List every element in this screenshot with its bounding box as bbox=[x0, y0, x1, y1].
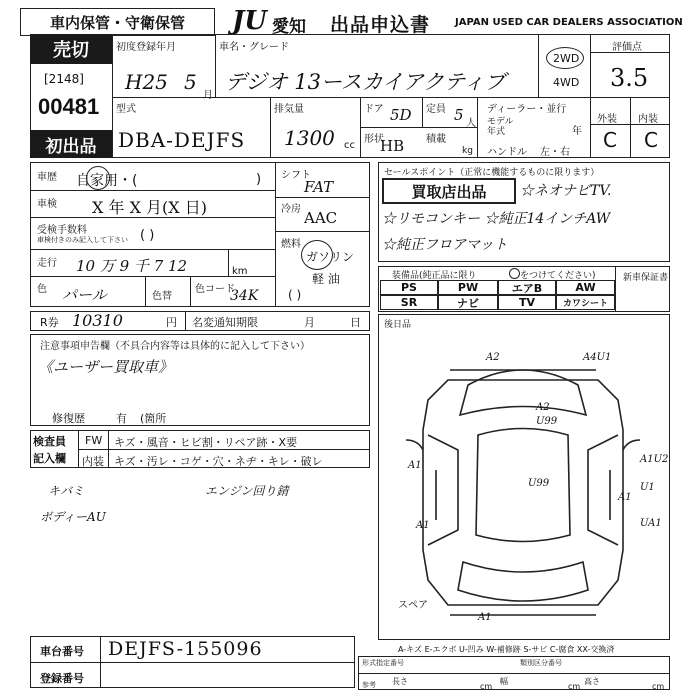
load-unit: kg bbox=[462, 146, 473, 156]
mileage-unit-divider bbox=[228, 249, 229, 276]
chassis-value: DEJFS-155096 bbox=[108, 638, 263, 660]
repair-label: 修復歴 bbox=[52, 412, 85, 425]
displacement-value: 1300 bbox=[284, 126, 335, 150]
car-outline-right-door bbox=[588, 435, 618, 545]
month-unit: 月 bbox=[304, 316, 315, 329]
color-value: パール bbox=[62, 286, 107, 304]
load-label: 積載 bbox=[426, 134, 446, 145]
inspection-label: 車検 bbox=[37, 199, 57, 210]
shift-divider bbox=[275, 162, 276, 307]
first-reg-month: 5 bbox=[184, 70, 197, 94]
diagram-label-group bbox=[407, 352, 668, 623]
inspection-note-right: エンジン回り錆 bbox=[205, 484, 289, 498]
exterior-value: C bbox=[603, 128, 617, 152]
car-outline-right-mirror bbox=[623, 440, 640, 450]
inspection-note-left2: ボディーAU bbox=[40, 510, 106, 524]
diagram-legend: A-キズ E-エクボ U-凹み W-補修跡 S-サビ C-腐食 XX-交換済 bbox=[398, 645, 615, 654]
selling-points-label: セールスポイント（正常に機能するものに限ります） bbox=[384, 168, 600, 178]
row1-bottom bbox=[112, 97, 670, 98]
recycle-unit: 円 bbox=[166, 316, 177, 329]
displacement-unit: cc bbox=[344, 140, 355, 151]
diagram-label: A4U1 bbox=[583, 352, 612, 363]
sold-label: 売切 bbox=[53, 40, 89, 61]
usage-label: 車歴 bbox=[37, 172, 57, 183]
ac-label: 冷房 bbox=[281, 204, 301, 215]
recycle-label: R券 bbox=[40, 316, 59, 329]
capacity-unit: 人 bbox=[466, 118, 476, 129]
diagram-label: U1 bbox=[640, 482, 655, 493]
ac-value: AAC bbox=[304, 209, 338, 227]
score-label: 評価点 bbox=[612, 42, 642, 53]
equipment-label: 装備品(純正品に限り bbox=[392, 271, 477, 281]
entry-label: 記入欄 bbox=[33, 452, 66, 465]
vehicle-line2 bbox=[30, 217, 275, 218]
door-label: ドア bbox=[364, 104, 384, 115]
handle-label: ハンドル bbox=[487, 147, 527, 158]
form-spec-cm1: cm bbox=[480, 682, 493, 691]
capacity-value: 5 bbox=[454, 106, 464, 124]
interior-insp-items: キズ・汚レ・コゲ・穴・ネヂ・キレ・破レ bbox=[114, 455, 323, 468]
first-listing-label: 初出品 bbox=[45, 136, 97, 157]
exterior-label: 外装 bbox=[597, 114, 617, 125]
back-panel-label: 後日品 bbox=[384, 320, 412, 330]
usage-circle bbox=[86, 166, 110, 190]
shift-line2 bbox=[275, 231, 370, 232]
recycle-divider bbox=[185, 311, 186, 331]
interior-label: 内装 bbox=[638, 114, 658, 125]
form-spec-length: 長さ bbox=[392, 677, 408, 686]
usage-close: ) bbox=[256, 172, 262, 187]
form-spec-ref: 参考 bbox=[362, 681, 376, 689]
reg-divider bbox=[215, 34, 216, 97]
model-year-label: モデル bbox=[487, 117, 514, 127]
warranty-label: 新車保証書 bbox=[623, 273, 669, 283]
selling-line1: ☆ネオナビTV. bbox=[520, 183, 612, 199]
first-reg-value: H25 bbox=[125, 70, 168, 94]
shape-label: 形状 bbox=[364, 134, 384, 145]
fuel-gas: ガソリン bbox=[306, 250, 355, 264]
spare-label: スペア bbox=[398, 600, 428, 611]
equipment-item: エアB bbox=[498, 280, 556, 295]
brand-city: 愛知 bbox=[272, 17, 306, 37]
first-listing-cell bbox=[30, 130, 112, 158]
selling-highlight-box bbox=[382, 178, 516, 204]
brand-logo-text: JU bbox=[232, 6, 267, 36]
recycle-value: 10310 bbox=[72, 311, 123, 330]
color-divider bbox=[145, 276, 146, 307]
color-swap-label: 色替 bbox=[152, 291, 172, 302]
drive-4wd: 4WD bbox=[553, 76, 580, 89]
door-divider bbox=[422, 97, 423, 127]
chassis-mid-line bbox=[30, 662, 355, 663]
equipment-item: PW bbox=[438, 280, 498, 295]
mileage-value: 10 万 9 千 7 12 bbox=[76, 257, 188, 275]
car-outline-rear bbox=[458, 562, 588, 601]
brand-logo bbox=[232, 6, 267, 36]
equipment-item: カワシート bbox=[556, 295, 615, 310]
drive-divider bbox=[538, 34, 539, 97]
usage-value: 自家用・( bbox=[76, 173, 138, 189]
interior-value: C bbox=[644, 128, 658, 152]
fuel-diesel: 軽 油 bbox=[312, 272, 340, 286]
car-outline-roof bbox=[476, 429, 570, 542]
drive-2wd-circle bbox=[546, 47, 584, 69]
first-reg-month-unit: 月 bbox=[203, 90, 213, 101]
door-value: 5D bbox=[390, 106, 412, 124]
dealer-label: ディーラー・並行 bbox=[487, 104, 567, 115]
diagram-label: U99 bbox=[536, 416, 558, 427]
door-row-bottom bbox=[360, 127, 477, 128]
shift-value: FAT bbox=[304, 178, 334, 196]
fuel-gas-circle bbox=[301, 240, 333, 270]
plate-label: 登録番号 bbox=[40, 672, 84, 685]
interior-insp-label: 内装 bbox=[82, 455, 104, 468]
score-sub-divider bbox=[630, 97, 631, 158]
fuel-label: 燃料 bbox=[281, 239, 301, 250]
handle-value: 左・右 bbox=[540, 147, 570, 158]
selling-highlight: 買取店出品 bbox=[411, 182, 487, 201]
mileage-unit: km bbox=[232, 266, 248, 277]
selling-line2: ☆リモコンキー ☆純正14インチAW bbox=[382, 211, 611, 227]
score-label-line bbox=[590, 52, 670, 53]
vehicle-line4 bbox=[30, 276, 275, 277]
shift-line1 bbox=[275, 197, 370, 198]
day-unit: 日 bbox=[350, 316, 361, 329]
warranty-divider bbox=[615, 266, 616, 312]
carname-label: 車名・グレード bbox=[219, 42, 289, 53]
notes-value: 《ユーザー買取車》 bbox=[38, 358, 174, 376]
model-divider bbox=[270, 97, 271, 158]
diagram-label: A1 bbox=[618, 492, 632, 503]
equipment-item: ナビ bbox=[438, 295, 498, 310]
form-spec-width: 幅 bbox=[500, 677, 508, 686]
lot-code: [2148] bbox=[44, 72, 84, 86]
car-outline-left-door bbox=[428, 435, 458, 545]
color-label: 色 bbox=[37, 284, 47, 295]
inspect-note-label: 受検手数料 bbox=[37, 225, 87, 236]
form-spec-mid bbox=[358, 673, 670, 674]
mileage-label: 走行 bbox=[37, 258, 57, 269]
left-panel-divider bbox=[112, 34, 113, 158]
fw-label: FW bbox=[85, 434, 103, 447]
repair-location: (箇所 bbox=[140, 412, 167, 425]
model-year-label2: 年式 bbox=[487, 127, 506, 137]
form-spec-cm2: cm bbox=[568, 682, 581, 691]
model-value: DBA-DEJFS bbox=[118, 128, 246, 152]
model-label: 型式 bbox=[116, 104, 136, 115]
fw-items: キズ・風音・ヒビ割・リペア跡・X要 bbox=[114, 436, 298, 449]
equipment-item: SR bbox=[380, 295, 438, 310]
equipment-circle-mark bbox=[509, 268, 520, 279]
form-spec-label2: 類別区分番号 bbox=[520, 659, 562, 667]
equipment-item: PS bbox=[380, 280, 438, 295]
car-outline-left-mirror bbox=[406, 440, 423, 450]
load-divider bbox=[477, 97, 478, 158]
form-title: 出品申込書 bbox=[330, 14, 431, 36]
capacity-label: 定員 bbox=[426, 104, 446, 115]
shape-value: HB bbox=[380, 137, 405, 155]
repair-value: 有 bbox=[116, 412, 127, 425]
inspection-note-left1: キバミ bbox=[48, 484, 85, 498]
drive-2wd: 2WD bbox=[553, 52, 580, 65]
color-code-label: 色コード bbox=[195, 284, 235, 295]
color-swap-divider bbox=[190, 276, 191, 307]
diagram-label: A1U2 bbox=[640, 454, 669, 465]
color-code-value: 34K bbox=[230, 288, 259, 304]
diagram-label: UA1 bbox=[640, 518, 662, 529]
storage-label-box bbox=[20, 8, 215, 36]
vehicle-line3 bbox=[30, 249, 275, 250]
equipment-item: TV bbox=[498, 295, 556, 310]
inspect-note-sub: 車検付きのみ記入して下さい bbox=[37, 236, 128, 244]
equipment-item: AW bbox=[556, 280, 615, 295]
score-value: 3.5 bbox=[610, 64, 649, 92]
chassis-label: 車台番号 bbox=[40, 645, 84, 658]
inspect-note-paren: ( ) bbox=[140, 228, 155, 243]
model-year-unit: 年 bbox=[572, 126, 582, 137]
diagram-label: A1 bbox=[416, 520, 430, 531]
diagram-label: U99 bbox=[528, 478, 550, 489]
carname-value: デジオ 13ースカイアクティブ bbox=[225, 70, 506, 94]
equipment-label2: をつけてください) bbox=[520, 271, 596, 281]
selling-line3: ☆純正フロアマット bbox=[382, 237, 508, 253]
fuel-paren: ( ) bbox=[288, 288, 302, 302]
diagram-label: A2 bbox=[536, 402, 550, 413]
inspection-value: X 年 X 月(X 日) bbox=[92, 198, 208, 217]
name-change-label: 名変通知期限 bbox=[192, 316, 258, 329]
diagram-label: A1 bbox=[478, 612, 492, 623]
diagram-label: A1 bbox=[408, 460, 422, 471]
inspection-divider2 bbox=[108, 430, 109, 468]
notes-label: 注意事項申告欄（不具合内容等は具体的に記入して下さい） bbox=[40, 341, 310, 352]
form-spec-height: 高さ bbox=[584, 677, 600, 686]
form-spec-cm3: cm bbox=[652, 682, 665, 691]
displacement-label: 排気量 bbox=[274, 104, 304, 115]
association-name: JAPAN USED CAR DEALERS ASSOCIATION bbox=[455, 17, 683, 28]
vehicle-line1 bbox=[30, 190, 275, 191]
sold-label-cell bbox=[30, 34, 112, 64]
car-diagram bbox=[378, 340, 670, 640]
first-reg-label: 初度登録年月 bbox=[116, 42, 176, 53]
lot-number: 00481 bbox=[38, 94, 100, 119]
diagram-label: A2 bbox=[486, 352, 500, 363]
car-outline-hood bbox=[460, 370, 586, 415]
storage-label: 車内保管・守衛保管 bbox=[49, 13, 185, 32]
form-spec-label1: 形式指定番号 bbox=[362, 659, 404, 667]
inspector-label: 検査員 bbox=[33, 435, 66, 448]
shift-label: シフト bbox=[281, 170, 311, 181]
